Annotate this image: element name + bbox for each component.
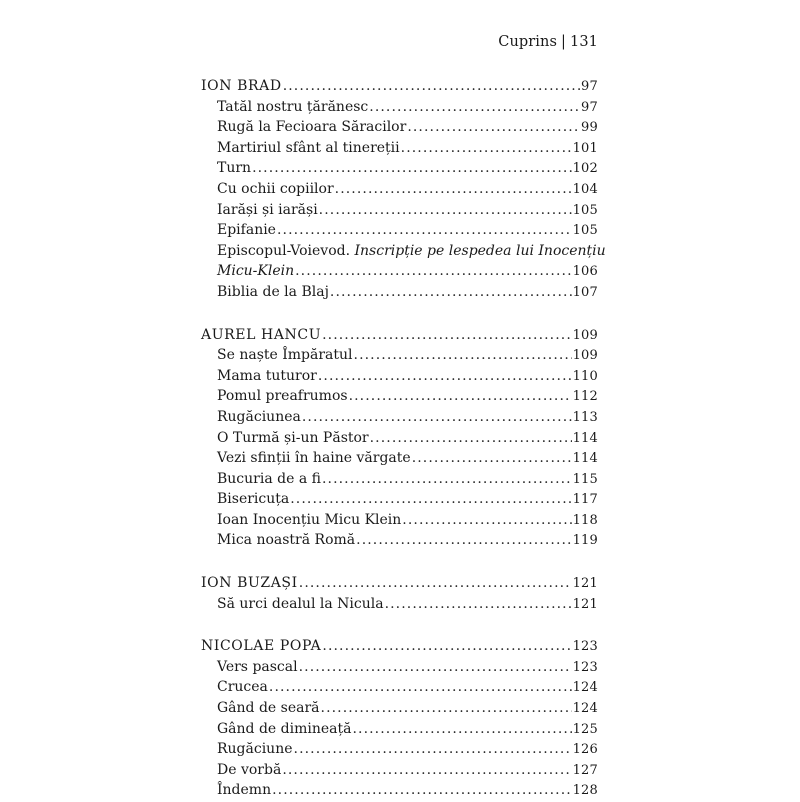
toc-entry-row[interactable] <box>201 282 598 303</box>
page-number: 127 <box>572 762 598 778</box>
page-number: 97 <box>581 99 598 115</box>
toc-entry-row[interactable] <box>201 179 598 200</box>
entry-title: Vezi sfinții în haine vărgate <box>217 450 411 467</box>
page-number: 107 <box>572 284 598 300</box>
entry-title: Să urci dealul la Nicula <box>217 595 384 612</box>
dot-leader <box>299 573 572 594</box>
dot-leader <box>318 366 572 387</box>
toc-entry-row[interactable] <box>201 428 598 449</box>
page-number: 128 <box>572 783 598 799</box>
dot-leader <box>269 677 572 698</box>
page-number: 97 <box>581 79 598 94</box>
dot-leader <box>283 76 580 97</box>
toc-entry-row[interactable] <box>201 739 598 760</box>
entry-title: Vers pascal <box>217 658 298 675</box>
toc-entry-row[interactable] <box>201 138 598 159</box>
entry-title: O Turmă și-un Păstor <box>217 429 369 446</box>
entry-title: Epifanie <box>217 222 276 239</box>
toc-author-row[interactable] <box>201 76 598 97</box>
page-number: 104 <box>572 181 598 197</box>
toc-entry-row[interactable] <box>201 241 606 262</box>
page-number: 113 <box>572 409 598 425</box>
page-number: 105 <box>572 223 598 239</box>
entry-title: Mica noastră Romă <box>217 532 356 549</box>
toc-entry-row[interactable] <box>201 530 598 551</box>
page-number: 115 <box>572 471 598 487</box>
page-number: 121 <box>572 576 598 592</box>
page-number: 114 <box>572 430 598 446</box>
entry-title: Pomul preafrumos <box>217 388 348 405</box>
entry-title-italic-cont: Micu-Klein <box>217 263 295 280</box>
dot-leader <box>282 760 571 781</box>
toc-entry-continuation[interactable] <box>201 261 598 282</box>
toc-entry-row[interactable] <box>201 448 598 469</box>
page-number: 124 <box>572 680 598 696</box>
toc-entry-row[interactable] <box>201 760 598 781</box>
entry-title: Gând de dimineață <box>217 720 352 737</box>
page-number: 117 <box>572 492 598 508</box>
entry-title: Turn <box>217 160 252 177</box>
page-number: 102 <box>572 161 598 177</box>
entry-title: Îndemn <box>217 782 272 799</box>
toc-section <box>201 325 598 552</box>
dot-leader <box>370 428 572 449</box>
entry-title <box>217 241 606 262</box>
page-number: 110 <box>572 368 598 384</box>
dot-leader <box>277 220 572 241</box>
dot-leader <box>402 510 571 531</box>
entry-title: Iarăși și iarăși <box>217 201 318 218</box>
toc-author-row[interactable] <box>201 573 598 594</box>
dot-leader <box>290 489 571 510</box>
toc-entry-row[interactable] <box>201 200 598 221</box>
dot-leader <box>369 97 580 118</box>
toc-entry-row[interactable] <box>201 366 598 387</box>
dot-leader <box>407 117 580 138</box>
dot-leader <box>295 261 571 282</box>
dot-leader <box>352 719 571 740</box>
dot-leader <box>330 282 572 303</box>
page-number: 112 <box>572 389 598 405</box>
entry-title: Se naște Împăratul <box>217 347 353 364</box>
dot-leader <box>294 739 572 760</box>
entry-title-roman: Episcopul-Voievod. <box>217 242 355 259</box>
toc-author-row[interactable] <box>201 325 598 346</box>
dot-leader <box>412 448 572 469</box>
running-head-separator: | <box>561 34 567 50</box>
dot-leader <box>299 657 572 678</box>
toc-entry-row[interactable] <box>201 657 598 678</box>
entry-title: Crucea <box>217 679 268 696</box>
dot-leader <box>272 780 571 801</box>
page-number: 106 <box>572 264 598 280</box>
page-number: 123 <box>572 659 598 675</box>
toc-entry-row[interactable] <box>201 594 598 615</box>
entry-title: Bisericuța <box>217 491 290 508</box>
author-name: ION BUZAȘI <box>201 575 298 592</box>
entry-title: Rugă la Fecioara Săracilor <box>217 119 407 136</box>
toc-entry-row[interactable] <box>201 719 598 740</box>
entry-title: Rugăciune <box>217 741 293 758</box>
toc-entry-row[interactable] <box>201 158 598 179</box>
page-number: 119 <box>572 533 598 549</box>
toc-entry-row[interactable] <box>201 386 598 407</box>
entry-title-italic: Inscripție pe lespedea lui Inocențiu <box>354 242 606 259</box>
entry-title: Bucuria de a fi <box>217 470 321 487</box>
running-head <box>498 34 598 50</box>
page-number: 118 <box>572 512 598 528</box>
toc-author-row[interactable] <box>201 636 598 657</box>
entry-title: Cu ochii copiilor <box>217 180 334 197</box>
page-number: 125 <box>572 721 598 737</box>
toc-section <box>201 76 606 303</box>
toc-entry-row[interactable] <box>201 220 598 241</box>
dot-leader <box>335 179 572 200</box>
entry-title: Tatăl nostru țărănesc <box>217 98 369 115</box>
dot-leader <box>321 698 572 719</box>
entry-title: Biblia de la Blaj <box>217 283 329 300</box>
toc-entry-row[interactable] <box>201 97 598 118</box>
entry-title: Ioan Inocențiu Micu Klein <box>217 511 402 528</box>
toc-section <box>201 573 598 614</box>
toc-entry-row[interactable] <box>201 510 598 531</box>
page-number: 126 <box>572 742 598 758</box>
toc-section <box>201 636 598 801</box>
author-name: AUREL HANCU <box>201 326 322 343</box>
entry-title: Mama tuturor <box>217 367 317 384</box>
running-head-title: Cuprins <box>498 34 558 50</box>
page-number: 101 <box>572 140 598 156</box>
author-name: ION BRAD <box>201 78 282 94</box>
dot-leader <box>302 407 572 428</box>
entry-title: Martiriul sfânt al tinereții <box>217 139 400 156</box>
toc-entry-row[interactable] <box>201 117 598 138</box>
page-number: 109 <box>572 348 598 364</box>
toc-entry-row[interactable] <box>201 489 598 510</box>
page-number: 109 <box>572 327 598 343</box>
author-name: NICOLAE POPA <box>201 638 322 655</box>
page-number: 114 <box>572 451 598 467</box>
page-number: 121 <box>572 596 598 612</box>
entry-title: Gând de seară <box>217 700 320 717</box>
toc-entry-row[interactable] <box>201 780 598 801</box>
entry-title-continuation <box>217 261 294 282</box>
toc-entry-row[interactable] <box>201 345 598 366</box>
entry-title: Rugăciunea <box>217 408 301 425</box>
dot-leader <box>252 158 572 179</box>
page-number: 124 <box>572 701 598 717</box>
dot-leader <box>322 325 571 346</box>
dot-leader <box>354 345 572 366</box>
dot-leader <box>322 469 572 490</box>
page-number: 105 <box>572 202 598 218</box>
entry-title: De vorbă <box>217 761 282 778</box>
table-of-contents <box>201 76 606 801</box>
dot-leader <box>322 636 571 657</box>
running-head-page-number: 131 <box>570 34 598 50</box>
dot-leader <box>385 594 572 615</box>
page-number: 123 <box>572 639 598 655</box>
dot-leader <box>319 200 572 221</box>
toc-entry-row[interactable] <box>201 407 598 428</box>
page-number: 99 <box>581 120 598 136</box>
toc-entry-row[interactable] <box>201 677 598 698</box>
dot-leader <box>401 138 572 159</box>
toc-entry-row[interactable] <box>201 469 598 490</box>
dot-leader <box>356 530 571 551</box>
dot-leader <box>349 386 572 407</box>
toc-entry-row[interactable] <box>201 698 598 719</box>
